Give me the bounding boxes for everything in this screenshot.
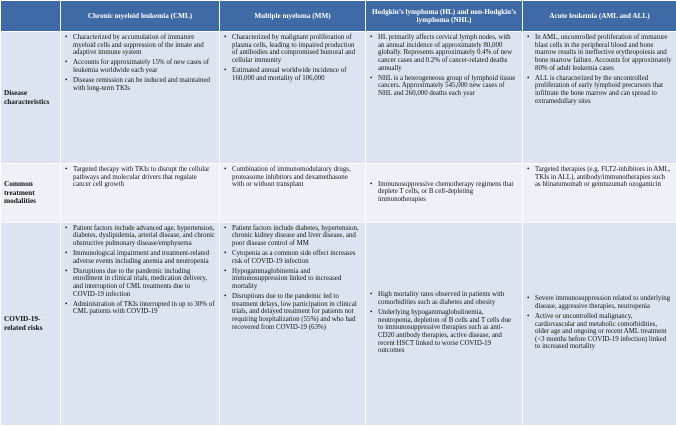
cell-covid-lymphoma	[366, 222, 523, 425]
row-label-covid: COVID-19-related risks	[1, 222, 61, 425]
cell-disease-mm	[220, 32, 366, 164]
bullet-item: • Disruptions due to the pandemic including enrollment in clinical trials, medication delivery, and interruption of CML treatments due to COVID-19 infection	[64, 268, 215, 299]
cell-disease-cml	[61, 32, 220, 164]
cell-treatment-cml	[61, 164, 220, 223]
header-lymphoma: Hodgkin’s lymphoma (HL) and non-Hodgkin’s lymphoma (NHL)	[366, 1, 523, 32]
header-acute-leukemia: Acute leukemia (AML and ALL)	[523, 1, 676, 32]
bullet-item: • Disease remission can be induced and maintained with long-term TKIs	[64, 77, 215, 92]
bullet-item: • Estimated annual worldwide incidence of 160,000 and mortality of 106,000	[223, 67, 361, 82]
cell-treatment-acute	[523, 164, 676, 223]
bullet-item: • Cytopenia as a common side effect increases risk of COVID-19 infection	[223, 250, 361, 265]
bullet-item: • Immunosuppressive chemotherapy regimens that deplete T cells, or B cell-depleting immunotherapies	[369, 181, 518, 204]
bullet-item: • Disruptions due to the pandemic led to treatment delays, low participation in clinical trials, and delayed treatment for patients not requiring hospitalization (55%) and who had recovered from COVID-19 (63%)	[223, 293, 361, 331]
bullet-item: • ALL is characterized by the uncontrolled proliferation of early lymphoid precursors that infiltrate the bone marrow and can spread to extramedullary sites	[526, 75, 672, 106]
bullet-item: • Immunological impairment and treatment-related adverse events including anemia and neutropenia	[64, 250, 215, 265]
bullet-item: • Patient factors include advanced age, hypertension, diabetes, dyslipidemia, arterial disease, and chronic obstructive pulmonary disease/emphysema	[64, 225, 215, 248]
row-treatment-modalities	[1, 164, 676, 223]
cell-disease-lymphoma	[366, 32, 523, 164]
bullet-item: • High mortality rates observed in patients with comorbidities such as diabetes and obesity	[369, 291, 518, 306]
cell-covid-cml	[61, 222, 220, 425]
header-cml: Chronic myeloid leukemia (CML)	[61, 1, 220, 32]
cell-disease-acute	[523, 32, 676, 164]
header-row	[1, 1, 676, 32]
bullet-item: • NHL is a heterogeneous group of lymphoid tissue cancers. Approximately 545,000 new cases of NHL and 260,000 deaths each year	[369, 75, 518, 98]
bullet-item: • Underlying hypogammaglobulinemia, neutropenia, depletion of B cells and T cells due to immunosuppressive therapies such as anti-CD20 antibody therapies, active disease, and recent HSCT linked to worse COVID-19 outcomes	[369, 309, 518, 355]
bullet-item: • Active or uncontrolled malignancy, cardiovascular and metabolic comorbidities, older age and ongoing or recent AML treatment (<3 months before COVID-19 infection) linked to increased mortality	[526, 313, 672, 351]
bullet-item: • Characterized by accumulation of immature myeloid cells and suppression of the innate and adaptive immune system	[64, 34, 215, 57]
bullet-item: • Patient factors include diabetes, hypertension, chronic kidney disease and liver disease, and poor disease control of MM	[223, 225, 361, 248]
cell-covid-acute	[523, 222, 676, 425]
header-corner	[1, 1, 61, 32]
bullet-item: • Administration of TKIs interrupted in up to 30% of CML patients with COVID-19	[64, 301, 215, 316]
row-label-treatment: Common treatment modalities	[1, 164, 61, 223]
bullet-item: • Targeted therapy with TKIs to disrupt the cellular pathways and molecular drivers that regulate cancer cell growth	[64, 166, 215, 189]
bullet-item: • Combination of immunomodulatory drugs, proteasome inhibitors and dexamethasone with or without transplant	[223, 166, 361, 189]
row-label-disease: Disease characteristics	[1, 32, 61, 164]
bullet-item: • HL primarily affects cervical lymph nodes, with an annual incidence of approximately 80,000 globally. Represents approximately 0.4% of new cancer cases and 0.2% of cancer-related deaths annually	[369, 34, 518, 72]
bullet-item: • In AML, uncontrolled proliferation of immature blast cells in the peripheral blood and bone marrow results in ineffective erythropoiesis and bone marrow failure. Accounts for approximately 80% of adult leukemia cases	[526, 34, 672, 72]
cell-treatment-lymphoma	[366, 164, 523, 223]
bullet-item: • Targeted therapies (e.g. FLT2-inhibitors in AML, TKIs in ALL), antibody/immunotherapies such as blinatumomab or gemtuzumab ozogamicin	[526, 166, 672, 189]
cell-covid-mm	[220, 222, 366, 425]
cell-treatment-mm	[220, 164, 366, 223]
bullet-item: • Accounts for approximately 15% of new cases of leukemia worldwide each year	[64, 59, 215, 74]
bullet-item: • Hypogammaglobinemia and immunosuppression linked to increased mortality	[223, 268, 361, 291]
row-disease-characteristics	[1, 32, 676, 164]
bullet-item: • Characterized by malignant proliferation of plasma cells, leading to impaired production of antibodies and compromised humoral and cellular immunity	[223, 34, 361, 65]
header-mm: Multiple myeloma (MM)	[220, 1, 366, 32]
row-covid-risks	[1, 222, 676, 425]
bullet-item: • Severe immunosuppression related to underlying disease, aggressive therapies, neutropenia	[526, 295, 672, 310]
